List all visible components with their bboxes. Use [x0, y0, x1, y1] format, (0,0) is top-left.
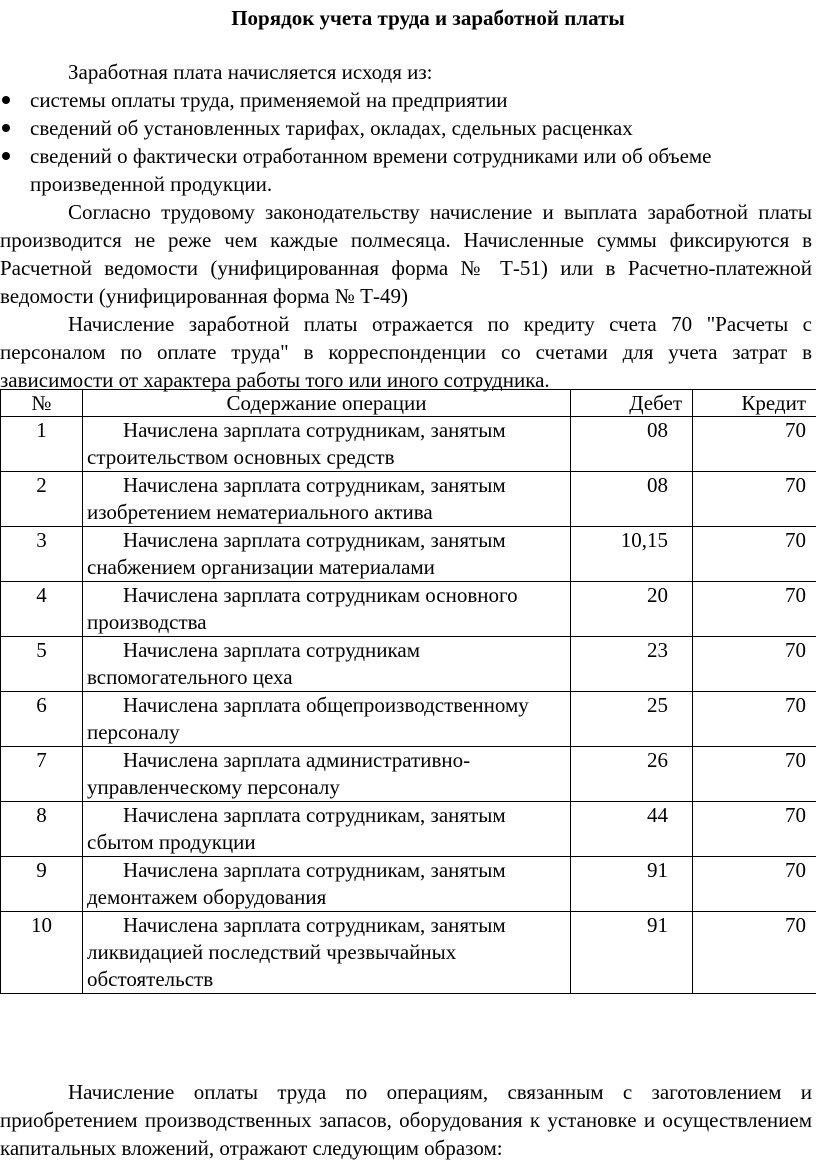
row-description: Начислена зарплата сотрудникам основного производства	[83, 582, 571, 637]
bullet-list	[0, 86, 816, 198]
row-number: 7	[1, 747, 83, 802]
row-credit: 70	[693, 417, 816, 472]
paragraph-inventory: Начисление оплаты труда по операциям, связанным с заготовлением и приобретением производственных запасов, оборудования к установке и осуществлением капитальных вложений, отражают следующим образом:	[0, 1080, 812, 1160]
operations-table	[0, 389, 816, 994]
table-row	[1, 637, 816, 692]
row-credit: 70	[693, 802, 816, 857]
table-row	[1, 527, 816, 582]
row-description: Начислена зарплата сотрудникам, занятым строительством основных средств	[83, 417, 571, 472]
row-description: Начислена зарплата сотрудникам вспомогательного цеха	[83, 637, 571, 692]
row-debit: 91	[571, 857, 693, 912]
row-credit: 70	[693, 582, 816, 637]
table-row	[1, 857, 816, 912]
header-description: Содержание операции	[83, 390, 571, 417]
paragraph-legislation: Согласно трудовому законодательству начисление и выплата заработной платы производится не реже чем каждые полмесяца. Начисленные суммы фиксируются в Расчетной ведомости (унифицированная форма № Т-51) или в Расчетно-платежной ведомости (унифицированная форма № Т-49)	[0, 200, 812, 308]
row-credit: 70	[693, 912, 816, 994]
row-credit: 70	[693, 472, 816, 527]
row-credit: 70	[693, 527, 816, 582]
row-description: Начислена зарплата сотрудникам, занятым снабжением организации материалами	[83, 527, 571, 582]
bullet-item: сведений об установленных тарифах, окладах, сдельных расценках	[0, 114, 816, 142]
row-number: 2	[1, 472, 83, 527]
paragraph-account-70: Начисление заработной платы отражается по кредиту счета 70 "Расчеты с персоналом по оплате труда" в корреспонденции со счетами для учета затрат в зависимости от характера работы того или иного сотрудника.	[0, 312, 812, 392]
table-row	[1, 912, 816, 994]
row-debit: 20	[571, 582, 693, 637]
table-row	[1, 692, 816, 747]
header-debit: Дебет	[571, 390, 693, 417]
row-number: 8	[1, 802, 83, 857]
row-description: Начислена зарплата административно-управленческому персоналу	[83, 747, 571, 802]
header-number: №	[1, 390, 83, 417]
table-row	[1, 417, 816, 472]
row-number: 9	[1, 857, 83, 912]
row-description: Начислена зарплата сотрудникам, занятым ликвидацией последствий чрезвычайных обстоятельств	[83, 912, 571, 994]
row-credit: 70	[693, 747, 816, 802]
row-description: Начислена зарплата сотрудникам, занятым изобретением нематериального актива	[83, 472, 571, 527]
row-credit: 70	[693, 637, 816, 692]
row-debit: 08	[571, 472, 693, 527]
row-number: 6	[1, 692, 83, 747]
bullet-item: сведений о фактически отработанном времени сотрудниками или об объеме произведенной продукции.	[0, 142, 816, 198]
row-number: 3	[1, 527, 83, 582]
row-credit: 70	[693, 857, 816, 912]
row-debit: 44	[571, 802, 693, 857]
row-debit: 91	[571, 912, 693, 994]
row-debit: 10,15	[571, 527, 693, 582]
row-debit: 26	[571, 747, 693, 802]
row-number: 1	[1, 417, 83, 472]
row-description: Начислена зарплата общепроизводственному персоналу	[83, 692, 571, 747]
table-row	[1, 472, 816, 527]
intro-text: Заработная плата начисляется исходя из:	[68, 60, 433, 84]
row-number: 4	[1, 582, 83, 637]
table-row	[1, 747, 816, 802]
table-header-row	[1, 390, 816, 417]
row-debit: 25	[571, 692, 693, 747]
table-row	[1, 582, 816, 637]
row-description: Начислена зарплата сотрудникам, занятым сбытом продукции	[83, 802, 571, 857]
row-debit: 08	[571, 417, 693, 472]
row-description: Начислена зарплата сотрудникам, занятым демонтажем оборудования	[83, 857, 571, 912]
page-title: Порядок учета труда и заработной платы	[231, 6, 625, 30]
bullet-item: системы оплаты труда, применяемой на предприятии	[0, 86, 816, 114]
header-credit: Кредит	[693, 390, 816, 417]
row-credit: 70	[693, 692, 816, 747]
row-number: 10	[1, 912, 83, 994]
table-row	[1, 802, 816, 857]
row-number: 5	[1, 637, 83, 692]
row-debit: 23	[571, 637, 693, 692]
